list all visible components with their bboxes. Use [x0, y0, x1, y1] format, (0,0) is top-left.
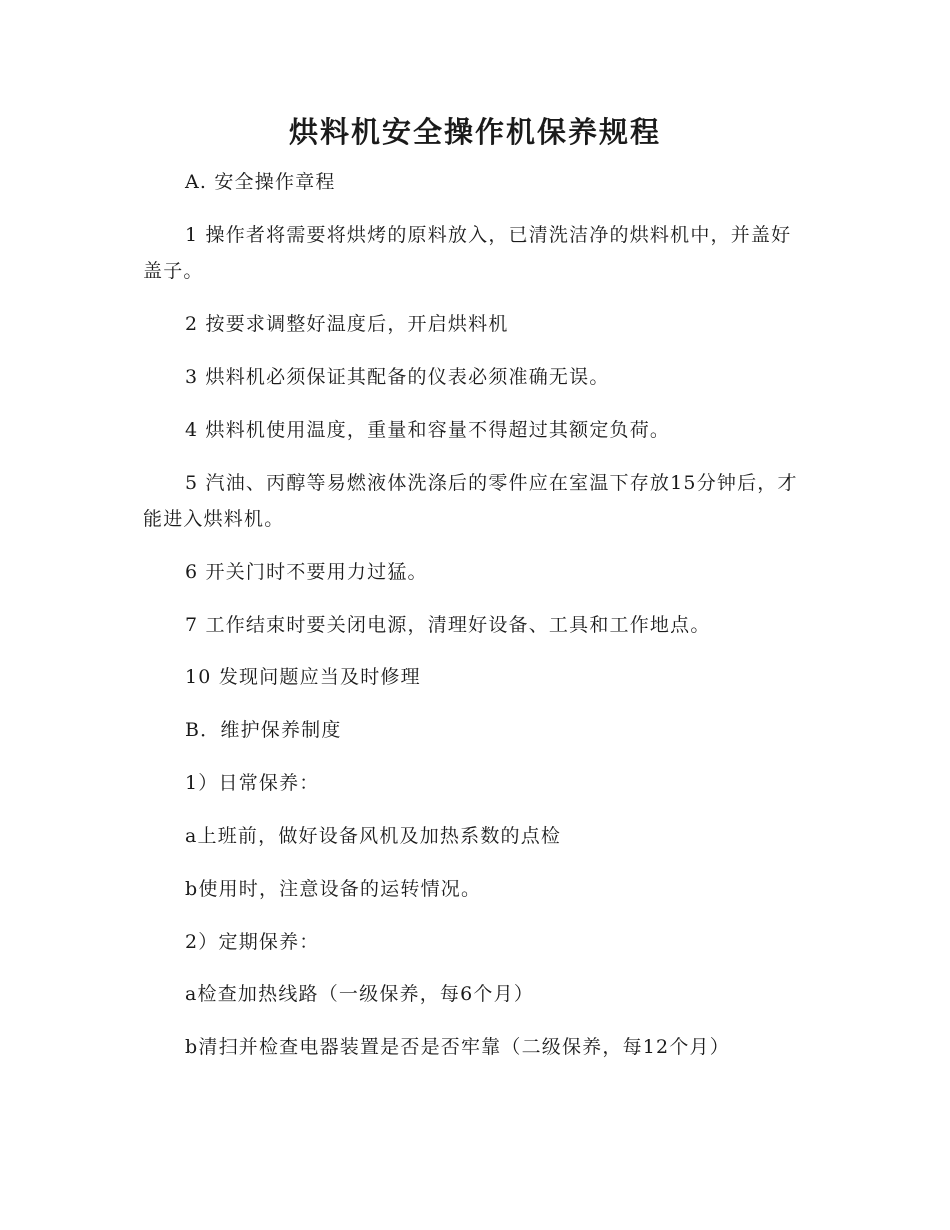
paragraph-item-1: 1 操作者将需要将烘烤的原料放入，已清洗洁净的烘料机中，并盖好盖子。 [143, 224, 792, 282]
paragraph-item-2: 2 按要求调整好温度后，开启烘料机 [185, 313, 509, 335]
document-title: 烘料机安全操作机保养规程 [288, 115, 661, 149]
paragraph-item-5: 5 汽油、丙醇等易燃液体洗涤后的零件应在室温下存放15分钟后，才能进入烘料机。 [143, 472, 798, 530]
daily-item-a: a上班前，做好设备风机及加热系数的点检 [185, 825, 562, 847]
paragraph-item-10: 10 发现问题应当及时修理 [185, 666, 421, 688]
paragraph-item-6: 6 开关门时不要用力过猛。 [185, 561, 428, 583]
daily-maintenance-heading: 1）日常保养： [185, 772, 320, 794]
periodic-item-b: b清扫并检查电器装置是否是否牢靠（二级保养，每12个月） [185, 1036, 730, 1058]
periodic-item-a: a检查加热线路（一级保养，每6个月） [185, 983, 535, 1005]
section-b-heading: B．维护保养制度 [185, 719, 342, 741]
section-a-heading: A. 安全操作章程 [185, 171, 336, 193]
daily-item-b: b使用时，注意设备的运转情况。 [185, 878, 482, 900]
periodic-maintenance-heading: 2）定期保养： [185, 931, 320, 953]
paragraph-item-7: 7 工作结束时要关闭电源，清理好设备、工具和工作地点。 [185, 614, 711, 636]
paragraph-item-3: 3 烘料机必须保证其配备的仪表必须准确无误。 [185, 366, 610, 388]
paragraph-item-4: 4 烘料机使用温度，重量和容量不得超过其额定负荷。 [185, 419, 671, 441]
